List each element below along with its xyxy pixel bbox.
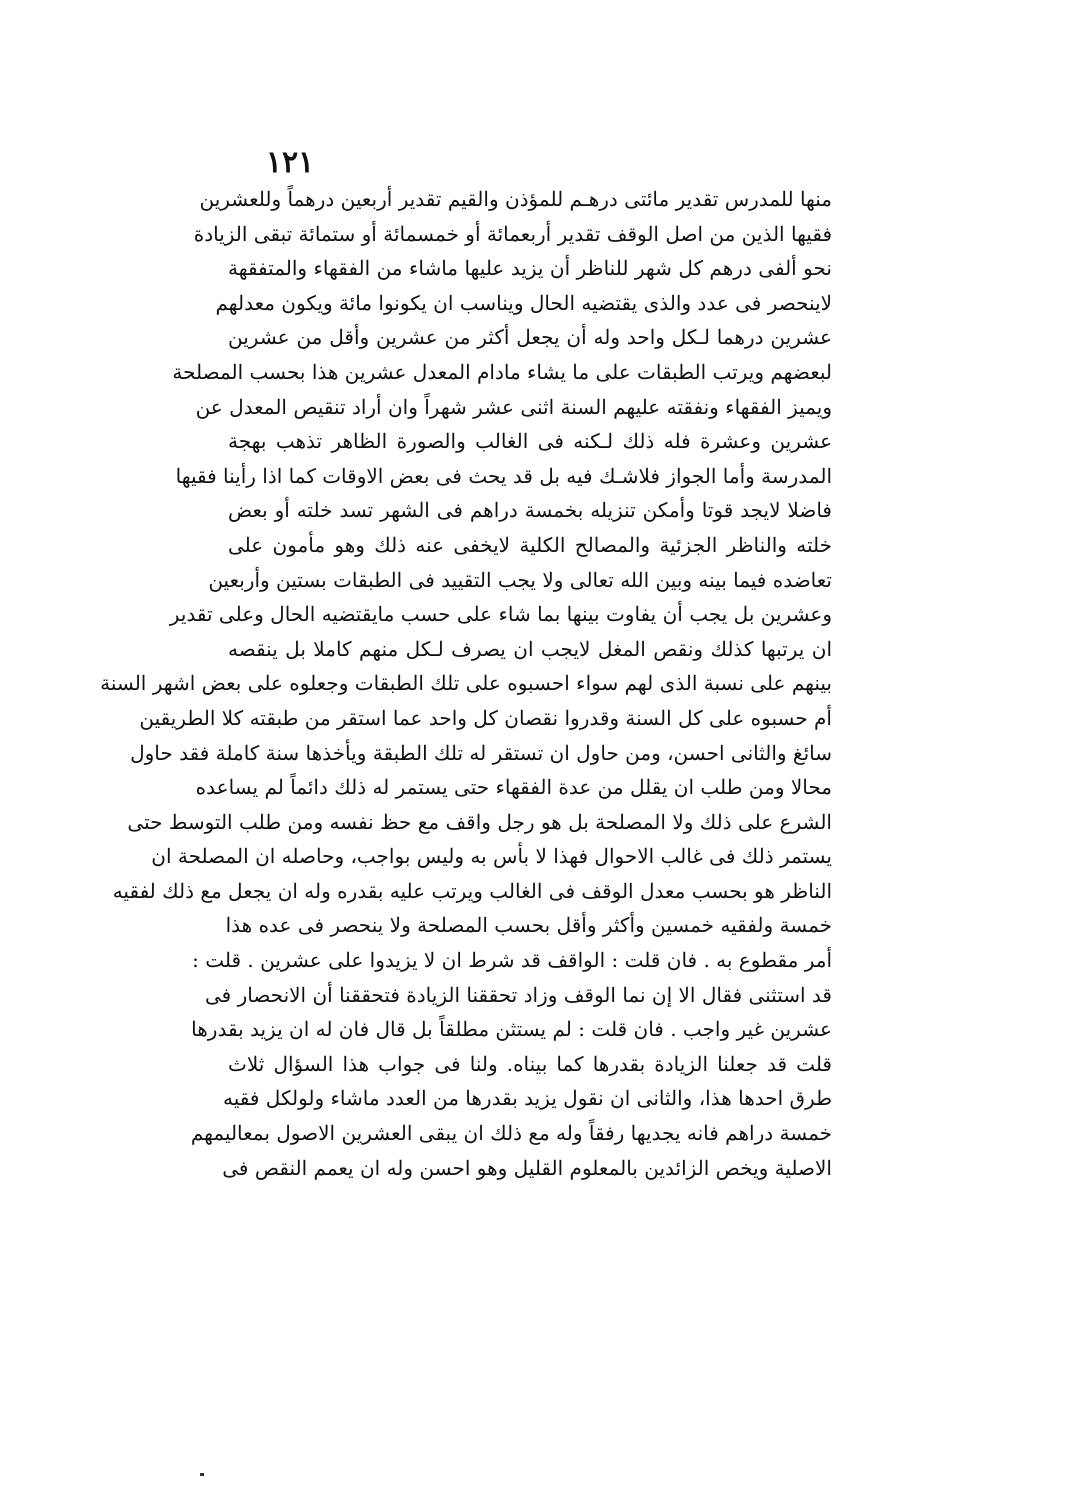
text-line: محالا ومن طلب ان يقلل من عدة الفقهاء حتى يستمر له ذلك دائماً لم يساعده [195, 775, 832, 800]
text-line: طرق احدها هذا، والثانى ان نقول يزيد بقدرها من العدد ماشاء ولولكل فقيه [223, 1086, 832, 1111]
text-line: سائغ والثانى احسن، ومن حاول ان تستقر له تلك الطبقة ويأخذها سنة كاملة فقد حاول [130, 740, 832, 765]
text-line: لبعضهم ويرتب الطبقات على ما يشاء مادام المعدل عشرين هذا بحسب المصلحة [172, 359, 832, 384]
page-number: ١٢١ [265, 145, 315, 180]
text-line: قلت قد جعلنا الزيادة بقدرها كما بيناه. ولنا فى جواب هذا السؤال ثلاث [228, 1051, 832, 1076]
text-line: أم حسبوه على كل السنة وقدروا نقصان كل واحد عما استقر من طبقته كلا الطريقين [139, 705, 832, 730]
text-line: لاينحصر فى عدد والذى يقتضيه الحال ويناسب ان يكونوا مائة ويكون معدلهم [215, 290, 832, 315]
text-line: ان يرتبها كذلك ونقص المغل لايجب ان يصرف لـكل منهم كاملا بل ينقصه [228, 636, 832, 661]
text-line: الناظر هو بحسب معدل الوقف فى الغالب ويرتب عليه بقدره وله ان يجعل مع ذلك لفقيه [112, 878, 832, 903]
text-line: قد استثنى فقال الا إن نما الوقف وزاد تحققنا الزيادة فتحققنا أن الانحصار فى [204, 982, 832, 1007]
text-line: ويميز الفقهاء ونفقته عليهم السنة اثنى عشر شهراً وان أراد تنقيص المعدل عن [195, 394, 832, 419]
text-line: الاصلية ويخص الزائدين بالمعلوم القليل وهو احسن وله ان يعمم النقص فى [222, 1155, 832, 1180]
text-line: عشرين درهما لـكل واحد وله أن يجعل أكثر من عشرين وأقل من عشرين [228, 325, 832, 350]
text-line: نحو ألفى درهم كل شهر للناظر أن يزيد عليها ماشاء من الفقهاء والمتفقهة [228, 256, 832, 281]
body-text [100, 182, 832, 1185]
text-line: أمر مقطوع به . فان قلت : الواقف قد شرط ان لا يزيدوا على عشرين . قلت : [192, 948, 832, 973]
text-line: خلته والناظر الجزئية والمصالح الكلية لايخفى عنه ذلك وهو مأمون على [228, 532, 832, 557]
text-line: بينهم على نسبة الذى لهم سواء احسبوه على تلك الطبقات وجعلوه على بعض اشهر السنة [100, 671, 832, 696]
text-line: المدرسة وأما الجواز فلاشـك فيه بل قد يحث فى بعض الاوقات كما اذا رأينا فقيها [175, 463, 832, 488]
text-line: تعاضده فيما بينه وبين الله تعالى ولا يجب التقييد فى الطبقات بستين وأربعين [208, 567, 832, 592]
text-line: فقيها الذين من اصل الوقف تقدير أربعمائة أو خمسمائة أو ستمائة تبقى الزيادة [193, 221, 832, 246]
text-line: الشرع على ذلك ولا المصلحة بل هو رجل واقف مع حظ نفسه ومن طلب التوسط حتى [127, 809, 832, 834]
text-line: وعشرين بل يجب أن يفاوت بينها بما شاء على حسب مايقتضيه الحال وعلى تقدير [169, 602, 832, 627]
text-line: عشرين غير واجب . فان قلت : لم يستثن مطلقاً بل قال فان له ان يزيد بقدرها [191, 1017, 832, 1042]
scan-speck [200, 1473, 204, 1476]
text-line: عشرين وعشرة فله ذلك لـكنه فى الغالب والصورة الظاهر تذهب بهجة [228, 429, 832, 454]
text-line: خمسة ولفقيه خمسين وأكثر وأقل بحسب المصلحة ولا ينحصر فى عده هذا [225, 913, 832, 938]
text-line: فاضلا لايجد قوتا وأمكن تنزيله بخمسة دراهم فى الشهر تسد خلته أو بعض [228, 498, 832, 523]
text-line: يستمر ذلك فى غالب الاحوال فهذا لا بأس به وليس بواجب، وحاصله ان المصلحة ان [151, 844, 832, 869]
text-line: خمسة دراهم فانه يجديها رفقاً وله مع ذلك ان يبقى العشرين الاصول بمعاليمهم [190, 1121, 832, 1146]
text-line: منها للمدرس تقدير مائتى درهـم للمؤذن والقيم تقدير أربعين درهماً وللعشرين [199, 187, 832, 211]
